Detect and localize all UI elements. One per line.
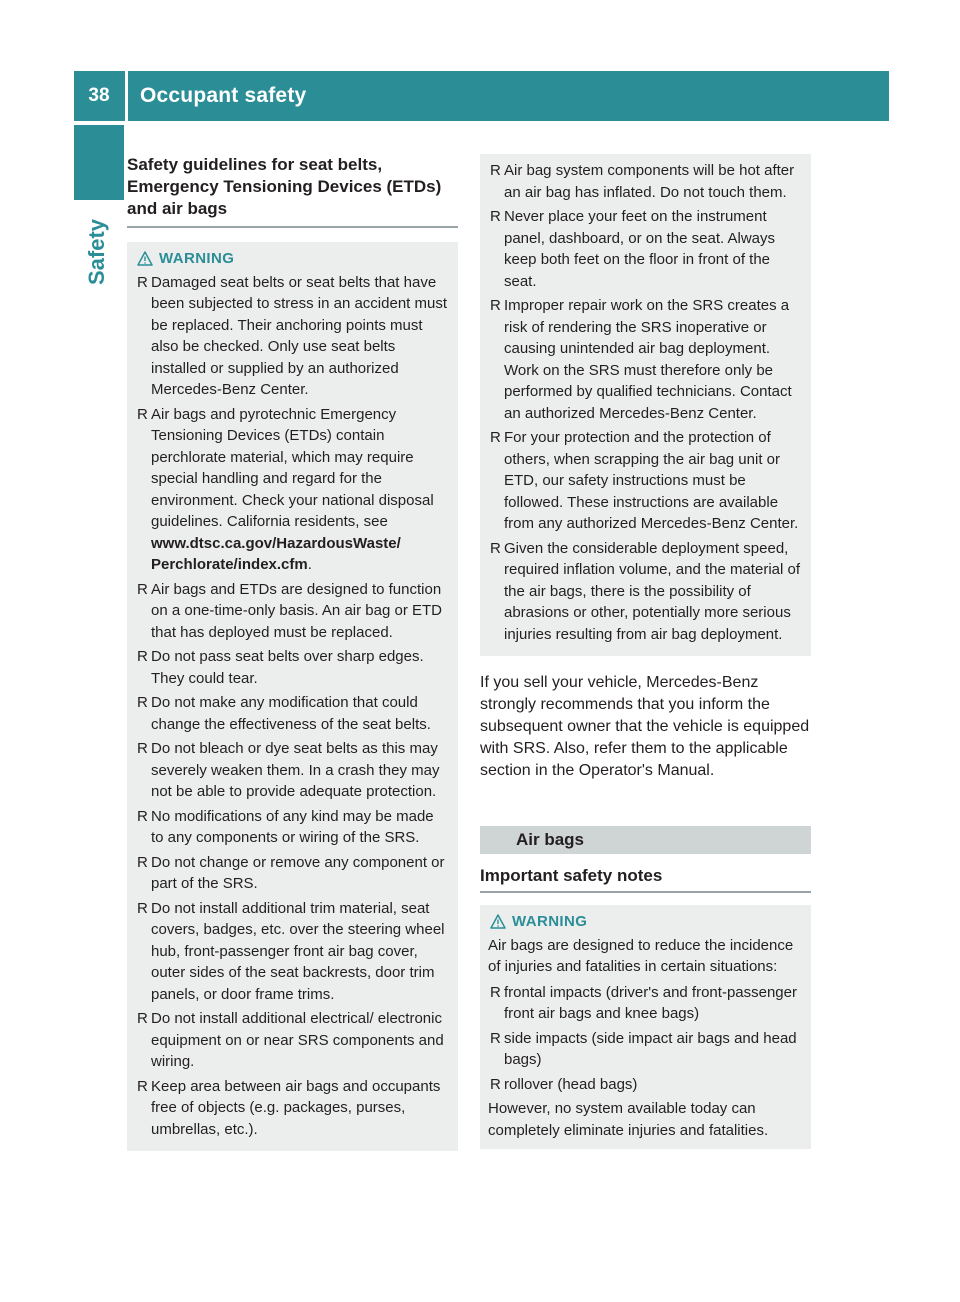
list-item: R Do not bleach or dye seat belts as this may severely weaken them. In a crash they may not be able to provide adequate protection. — [137, 740, 440, 800]
list-item: R Do not pass seat belts over sharp edges. They could tear. — [137, 648, 424, 687]
list-item: R No modifications of any kind may be made to any components or wiring of the SRS. — [137, 807, 434, 846]
warning-title: WARNING — [488, 911, 803, 933]
warning-title: WARNING — [135, 248, 450, 270]
section-bar: Air bags — [480, 826, 811, 854]
warning-intro: Air bags are designed to reduce the incidence of injuries and fatalities in certain situations: — [488, 936, 794, 975]
disposal-link[interactable]: www.dtsc.ca.gov/HazardousWaste/ Perchlorate/index.cfm — [151, 534, 401, 573]
warning-list — [488, 160, 803, 645]
side-label: Safety — [84, 218, 109, 285]
left-column — [127, 154, 458, 1151]
list-item: R Air bag system components will be hot after an air bag has inflated. Do not touch them. — [490, 162, 795, 201]
side-label-container — [84, 205, 112, 285]
subheading: Important safety notes — [480, 865, 811, 893]
list-item: R Do not install additional electrical/ electronic equipment on or near SRS components and wiring. — [137, 1010, 444, 1070]
list-item: R Keep area between air bags and occupants free of objects (e.g. packages, purses, umbrellas, etc.). — [137, 1077, 441, 1138]
warning-box-continued — [480, 154, 811, 656]
list-item: R side impacts (side impact air bags and head bags) — [490, 1029, 797, 1068]
list-item: R Given the considerable deployment speed, required inflation volume, and the material of the air bags, there is the possibility of abrasions or other, potentially more serious injuries resulting from air bag deployment. — [490, 539, 801, 643]
list-item: R For your protection and the protection of others, when scrapping the air bag unit or ETD, our safety instructions must be followed. These instructions are available from any authorized Mercedes-Benz Center. — [490, 429, 799, 532]
resale-paragraph: If you sell your vehicle, Mercedes-Benz strongly recommends that you inform the subsequent owner that the vehicle is equipped with SRS. Also, refer them to the applicable section in the Operator's Manual. — [480, 674, 810, 779]
list-item: R Do not change or remove any component or part of the SRS. — [137, 853, 445, 892]
list-item: R Air bags and ETDs are designed to function on a one-time-only basis. An air bag or ETD that has deployed must be replaced. — [137, 580, 442, 641]
warning-list — [135, 272, 450, 1141]
section-heading: Safety guidelines for seat belts, Emergency Tensioning Devices (ETDs) and air bags — [127, 154, 458, 228]
list-item: R rollover (head bags) — [490, 1075, 638, 1093]
list-item: R Damaged seat belts or seat belts that have been subjected to stress in an accident must be replaced. Their anchoring points must also be checked. Only use seat belts installed or supplied by an authorized Mercedes-Benz Center. — [137, 273, 448, 398]
list-item: R Never place your feet on the instrument panel, dashboard, or on the seat. Always keep both feet on the floor in front of the seat. — [490, 208, 776, 290]
list-item: R frontal impacts (driver's and front-passenger front air bags and knee bags) — [490, 983, 797, 1022]
warning-box — [127, 242, 458, 1151]
side-tab — [74, 125, 124, 200]
list-item: R Do not make any modification that could change the effectiveness of the seat belts. — [137, 694, 431, 733]
list-item: R Do not install additional trim material, seat covers, badges, etc. over the steering wheel hub, front-passenger front air bag cover, outer sides of the seat backrests, door trim panels, or door frame trims. — [137, 899, 445, 1003]
warning-triangle-icon — [490, 914, 506, 929]
warning-outro: However, no system available today can completely eliminate injuries and fatalities. — [488, 1100, 769, 1139]
list-item: R Air bags and pyrotechnic Emergency Tensioning Devices (ETDs) contain perchlorate material, which may require special handling and regard for the environment. Check your national disposal guidelines. California residents, see www.dtsc.ca.gov/HazardousWaste/ Perchlorate/index.cfm. — [137, 405, 434, 573]
list-item: R Improper repair work on the SRS creates a risk of rendering the SRS inoperative or causing unintended air bag deployment. Work on the SRS must therefore only be performed by qualified technicians. Contact an authorized Mercedes-Benz Center. — [490, 297, 792, 422]
page-title: Occupant safety — [140, 84, 307, 107]
header-divider — [125, 71, 128, 121]
right-column — [480, 154, 811, 1149]
warning-triangle-icon — [137, 251, 153, 266]
warning-box-airbags — [480, 905, 811, 1149]
page-number: 38 — [88, 85, 110, 106]
warning-list — [488, 982, 803, 1096]
